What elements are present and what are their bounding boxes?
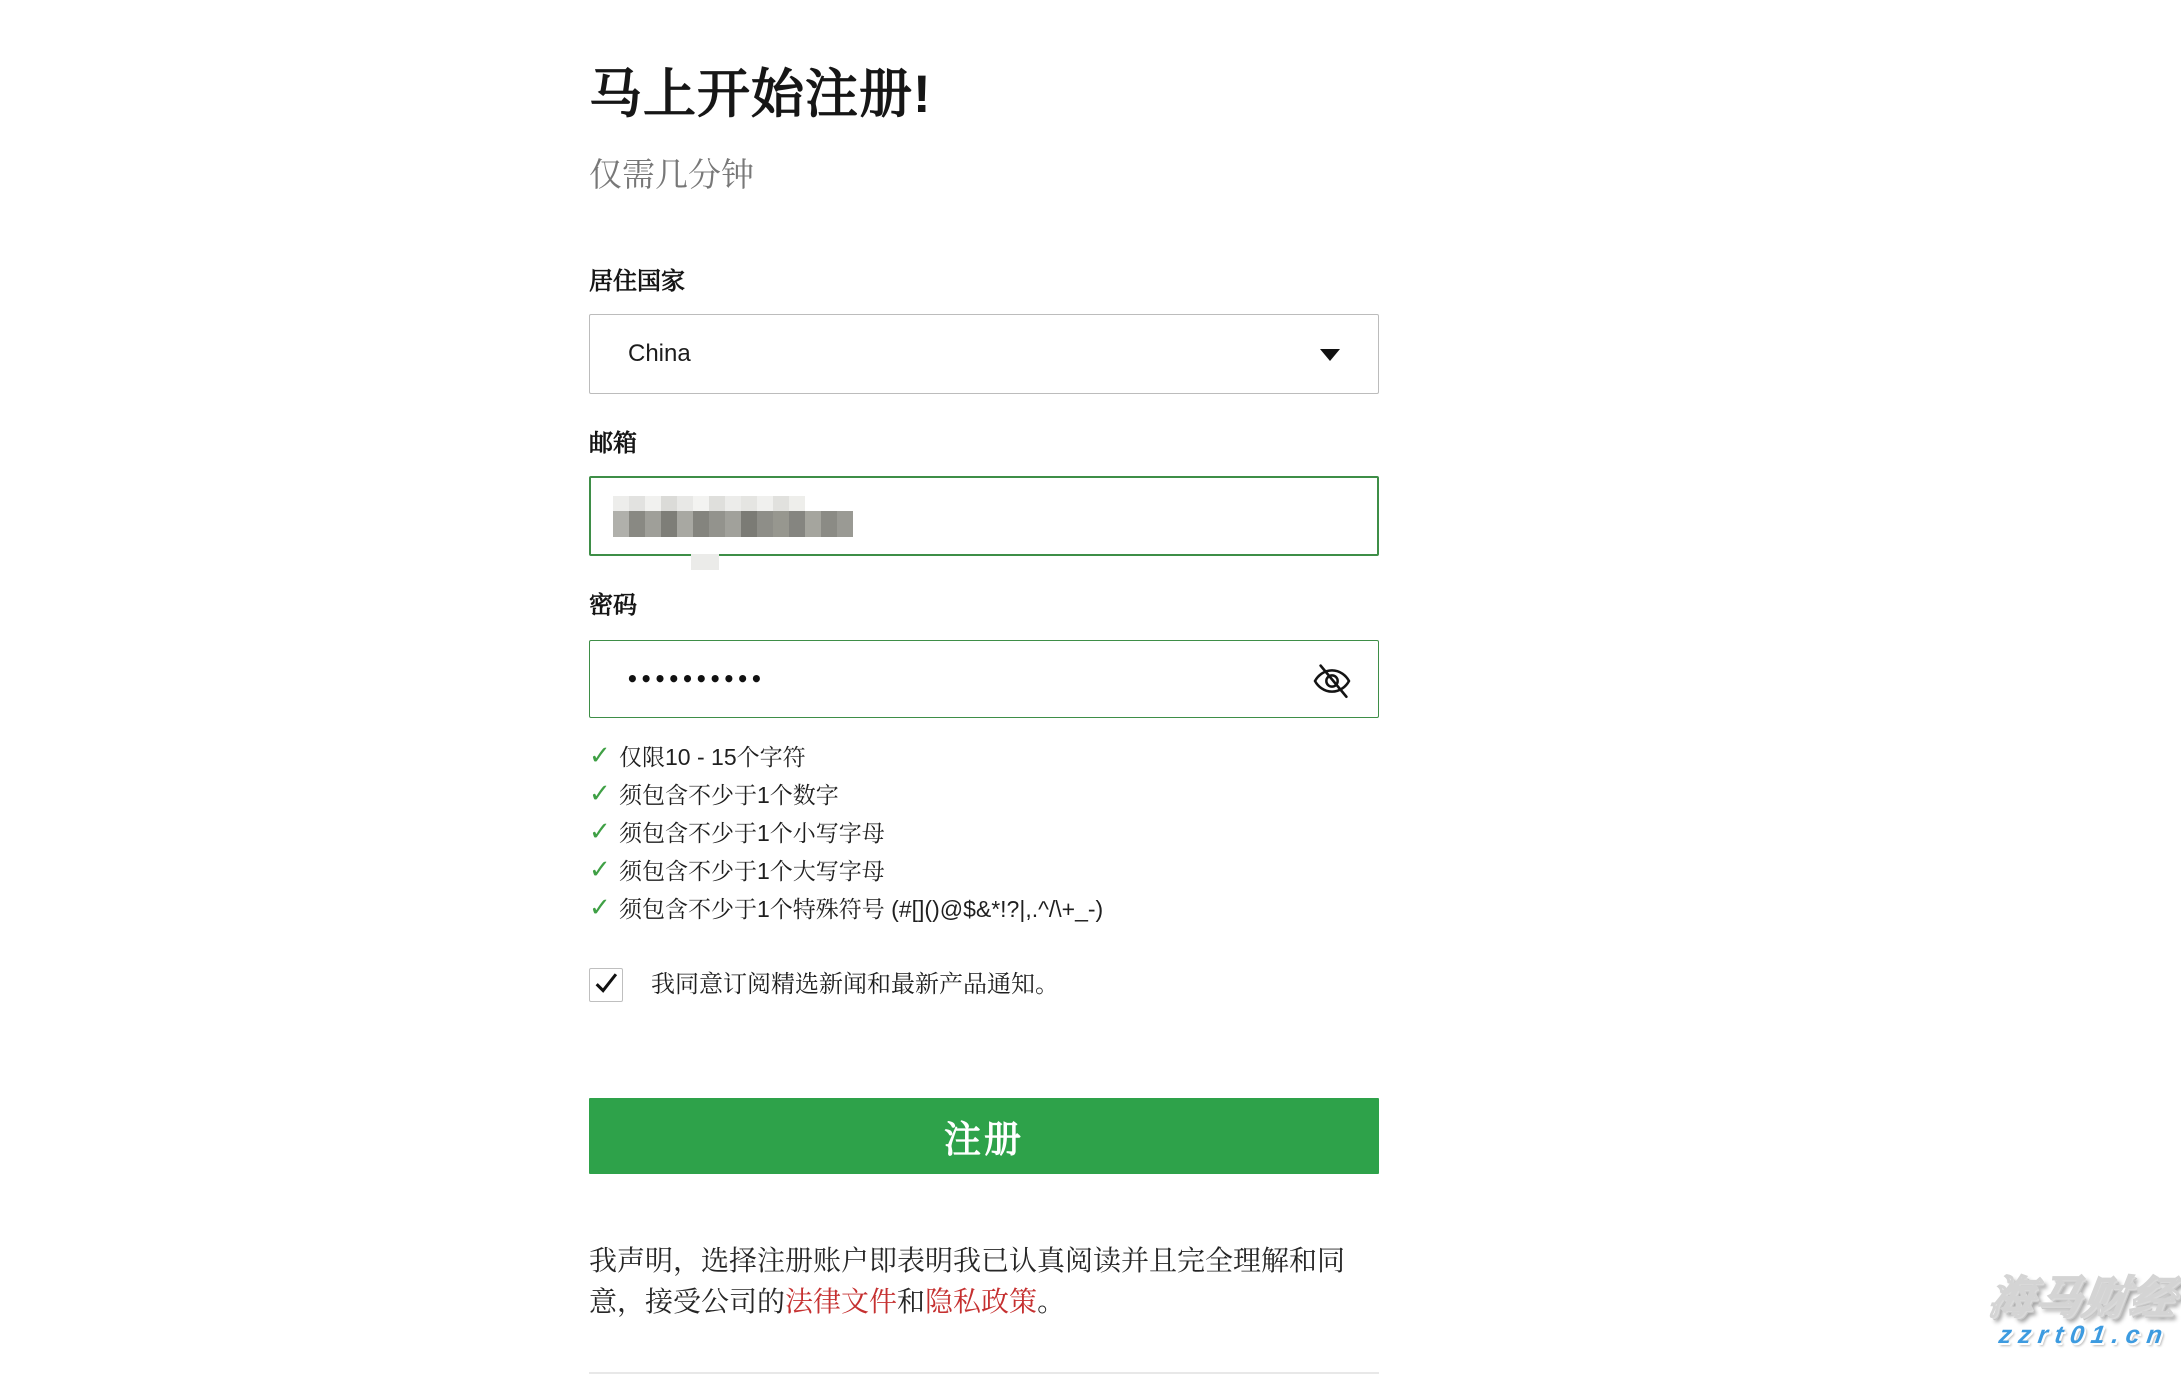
check-icon: ✓ <box>589 854 611 884</box>
password-input[interactable] <box>626 667 1186 691</box>
page-title: 马上开始注册! <box>589 65 932 124</box>
register-button[interactable]: 注册 <box>589 1098 1379 1174</box>
bottom-divider <box>589 1372 1379 1374</box>
eye-off-icon <box>1312 689 1352 704</box>
password-field <box>589 640 1379 718</box>
legal-documents-link[interactable]: 法律文件 <box>785 1286 898 1317</box>
declaration-text: 我声明，选择注册账户即表明我已认真阅读并且完全理解和同 意，接受公司的法律文件和隐私政策。 <box>589 1245 1346 1317</box>
country-selected-value: China <box>628 340 691 367</box>
checkbox-check-icon <box>592 969 620 1002</box>
check-icon: ✓ <box>589 892 611 922</box>
privacy-policy-link[interactable]: 隐私政策 <box>925 1286 1038 1317</box>
country-label: 居住国家 <box>589 268 685 295</box>
chevron-down-icon <box>1320 349 1340 361</box>
check-icon: ✓ <box>589 816 611 846</box>
rule-lowercase: ✓ 须包含不少于1个小写字母 <box>589 816 885 846</box>
watermark-domain: zzrt01.cn <box>1997 1321 2172 1349</box>
password-visibility-toggle[interactable] <box>1312 661 1352 701</box>
newsletter-checkbox[interactable] <box>589 968 623 1002</box>
watermark <box>1985 1272 2181 1349</box>
rule-length: ✓ 仅限10 - 15个字符 <box>589 740 806 770</box>
rule-special-char: ✓ 须包含不少于1个特殊符号 (#[]()@$&*!?|,.^/\+_-) <box>589 892 1104 922</box>
newsletter-consent-row <box>589 968 1059 1002</box>
country-select[interactable] <box>589 314 1379 394</box>
password-label: 密码 <box>589 592 637 619</box>
check-icon: ✓ <box>589 778 611 808</box>
page-subtitle: 仅需几分钟 <box>589 156 754 193</box>
email-censored-value <box>613 496 857 537</box>
watermark-brand: 海马财经 <box>1985 1272 2181 1323</box>
check-icon: ✓ <box>589 740 611 770</box>
rule-digit: ✓ 须包含不少于1个数字 <box>589 778 839 808</box>
password-rules-list <box>589 736 1103 926</box>
newsletter-label[interactable]: 我同意订阅精选新闻和最新产品通知。 <box>651 971 1059 998</box>
email-input[interactable] <box>589 476 1379 556</box>
rule-uppercase: ✓ 须包含不少于1个大写字母 <box>589 854 885 884</box>
email-label: 邮箱 <box>589 430 637 457</box>
